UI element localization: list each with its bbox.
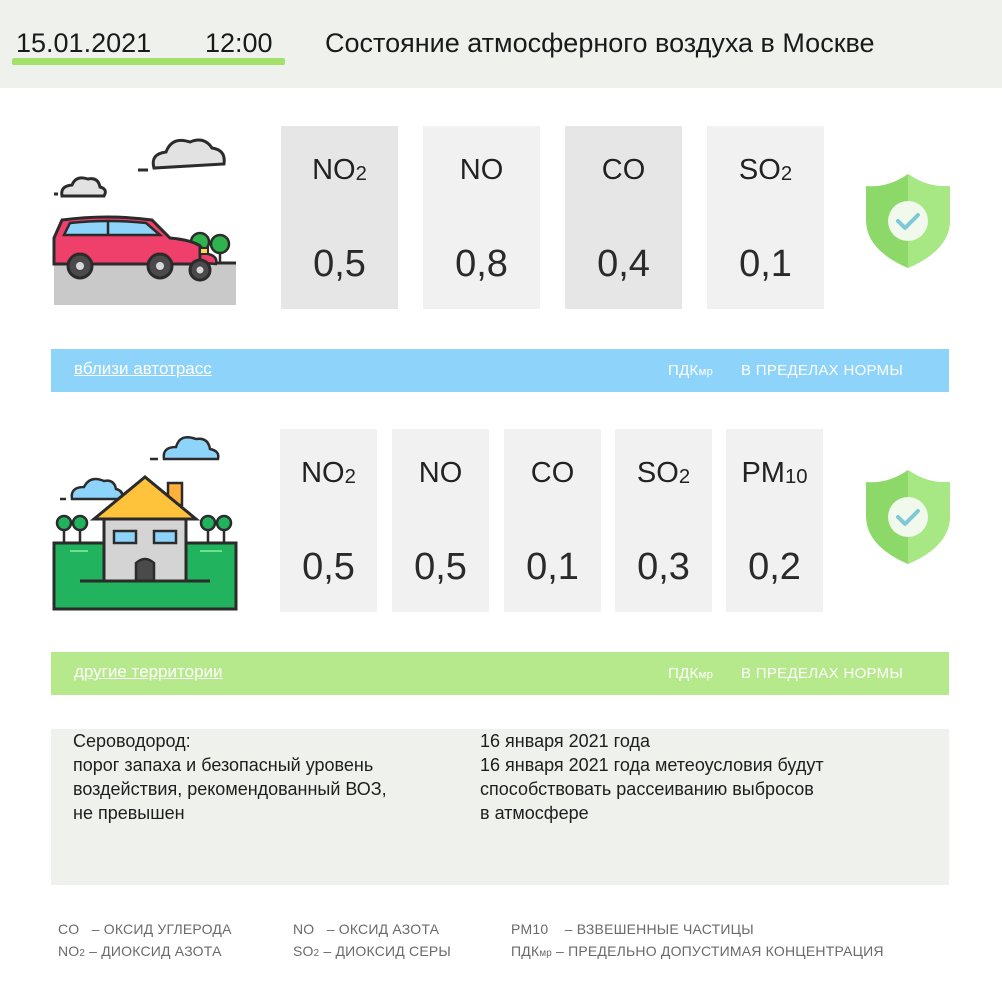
header-date: 15.01.2021 xyxy=(16,28,152,58)
pollutant-value: 0,2 xyxy=(748,546,801,588)
pollutant-tile-no2 xyxy=(281,126,398,309)
pollutant-value: 0,3 xyxy=(637,546,690,588)
pollutant-value: 0,1 xyxy=(739,243,792,285)
pollutant-name: $SO_2$ xyxy=(738,154,793,186)
legend-co: CO – ОКСИД УГЛЕРОДА xyxy=(58,921,232,937)
pollutant-value: 0,5 xyxy=(414,546,467,588)
note-line: 16 января 2021 года xyxy=(480,731,650,751)
car-traffic-icon xyxy=(50,120,240,310)
page-title: Состояние атмосферного воздуха в Москве xyxy=(325,28,875,58)
pollutant-value: 0,5 xyxy=(313,243,366,285)
status-text: В ПРЕДЕЛАХ НОРМЫ xyxy=(741,665,904,682)
pollutant-name: $NO_2$ xyxy=(301,457,356,489)
pollutant-value: 0,1 xyxy=(526,546,579,588)
pollutant-tile-co xyxy=(565,126,682,309)
note-line: порог запаха и безопасный уровень xyxy=(73,755,374,775)
status-band-other xyxy=(51,652,949,695)
note-line: Сероводород: xyxy=(73,731,191,751)
pollutant-name: CO xyxy=(530,457,575,489)
pollutant-tile-no xyxy=(423,126,540,309)
note-line: 16 января 2021 года метеоусловия будут xyxy=(480,755,824,775)
pollutant-name: CO xyxy=(601,154,646,186)
header-underline xyxy=(12,58,285,65)
status-text: В ПРЕДЕЛАХ НОРМЫ xyxy=(741,362,904,379)
note-line: в атмосфере xyxy=(480,803,589,823)
status-band-highway xyxy=(51,349,949,392)
pollutant-name: NO xyxy=(459,154,504,186)
pollutant-tile-no2 xyxy=(280,429,377,612)
legend-pm10: PM10 – ВЗВЕШЕННЫЕ ЧАСТИЦЫ xyxy=(511,921,754,937)
note-line: способствовать рассеиванию выбросов xyxy=(480,779,814,799)
pdk-label: ПДКмр xyxy=(668,665,714,682)
shield-check-icon xyxy=(864,172,952,275)
pollutant-tile-co xyxy=(504,429,601,612)
note-line: воздействия, рекомендованный ВОЗ, xyxy=(73,779,387,799)
highway-link[interactable]: вблизи автотрасс xyxy=(74,359,212,378)
legend-no2: $NO_2$ – ДИОКСИД АЗОТА xyxy=(58,943,222,960)
pollutant-value: 0,5 xyxy=(302,546,355,588)
pollutant-tile-pm10 xyxy=(726,429,823,612)
hydrogen-sulfide-note xyxy=(73,729,463,825)
pollutant-name: NO xyxy=(418,457,463,489)
other-territories-link[interactable]: другие территории xyxy=(74,662,223,681)
forecast-note xyxy=(480,729,940,825)
pollutant-tile-so2 xyxy=(615,429,712,612)
pollutant-name: $NO_2$ xyxy=(312,154,367,186)
pollutant-value: 0,8 xyxy=(455,243,508,285)
shield-check-icon xyxy=(864,468,952,571)
header-time: 12:00 xyxy=(205,28,273,58)
pollutant-name: $SO_2$ xyxy=(636,457,691,489)
legend-so2: $SO_2$ – ДИОКСИД СЕРЫ xyxy=(293,943,452,960)
legend-pdk: $ПДК_{мр}$ – ПРЕДЕЛЬНО ДОПУСТИМАЯ КОНЦЕНТРАЦИЯ xyxy=(511,943,884,960)
pollutant-name: $PM_{10}$ xyxy=(741,457,808,489)
notes-panel xyxy=(51,729,949,885)
house-icon xyxy=(50,425,240,617)
header xyxy=(0,0,1002,88)
legend-no: NO – ОКСИД АЗОТА xyxy=(293,921,440,937)
pdk-label: ПДКмр xyxy=(668,362,714,379)
note-line: не превышен xyxy=(73,803,185,823)
pollutant-value: 0,4 xyxy=(597,243,650,285)
pollutant-tile-no xyxy=(392,429,489,612)
pollutant-tile-so2 xyxy=(707,126,824,309)
